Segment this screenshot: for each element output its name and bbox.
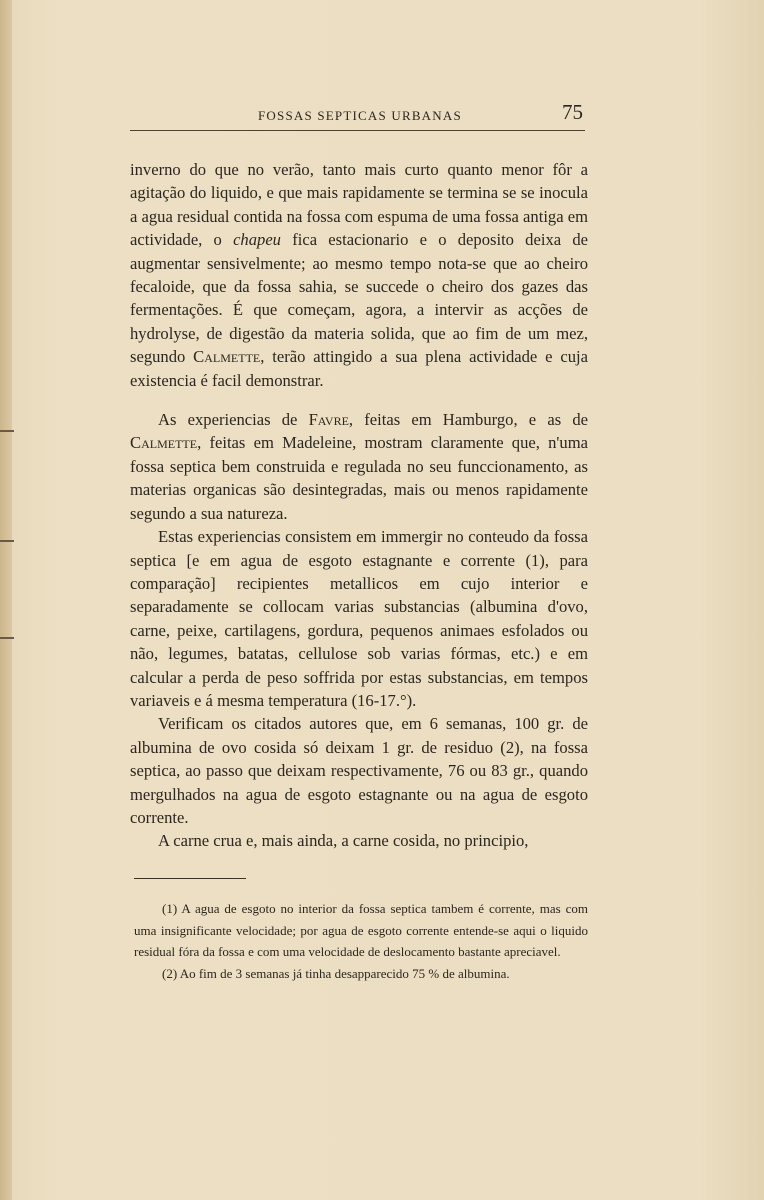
edge-mark (0, 637, 14, 639)
paragraph-2-text-b: , feitas em Hamburgo, e as de (348, 410, 589, 430)
page-binding-edge (0, 0, 12, 1200)
paragraph-1-text-c: , terão attingido a sua plena actividade e cuja existencia é facil demonstrar. (130, 347, 588, 390)
page-number: 75 (562, 100, 583, 124)
author-name: Calmette (193, 347, 261, 367)
edge-mark (0, 430, 14, 432)
paragraph-2-text-a: As experiencias de (158, 410, 309, 430)
footnote-divider (134, 878, 246, 879)
italic-term-chapeu: chapeu (233, 230, 281, 250)
paragraph-2-text-c: , feitas em Madeleine, mostram claramente que, n'uma fossa septica bem construida e regulada no seu funccionamento, as materias organicas são desintegradas, mais ou menos rapidamente segundo a sua natureza. (130, 433, 588, 523)
paragraph-1-text-b: fica estacionario e o deposito deixa de augmentar sensivelmente; ao mesmo tempo nota-se que ao cheiro fecaloide, que da fossa sahia, se succede o cheiro dos gazes das fermentações. É que começam, agora, a intervir as acções de hydrolyse, de digestão da materia solida, que ao fim de um mez, segundo (130, 230, 588, 367)
footnotes (134, 898, 588, 984)
page-header (130, 100, 585, 131)
footnote-1: (1) A agua de esgoto no interior da fossa septica tambem é corrente, mas com uma insignificante velocidade; por agua de esgoto corrente entende-se aqui o liquido residual fóra da fossa e com uma velocidade de deslocamento bastante apreciavel. (134, 901, 588, 960)
paragraph-3: Estas experiencias consistem em immergir no conteudo da fossa septica [e em agua de esgoto estagnante e corrente (1), para comparação] recipientes metallicos em cujo interior e separadamente se collocam varias substancias (albumina d'ovo, carne, peixe, cartilagens, gordura, pequenos animaes esfolados ou não, legumes, batatas, cellulose sob varias fórmas, etc.) e em calcular a perda de peso soffrida por estas substancias, em tempos variaveis e á mesma temperatura (16-17.°). (130, 527, 588, 710)
paragraph-2 (130, 408, 588, 525)
paragraph-5: A carne crua e, mais ainda, a carne cosida, no principio, (158, 831, 529, 851)
paragraph-1-text-a: inverno do que no verão, tanto mais curto quanto menor fôr a agitação do liquido, e que mais rapidamente se termina se se inocula a agua residual contida na fossa com espuma de uma fossa antiga em actividade, o (130, 160, 589, 250)
footnote-2: (2) Ao fim de 3 semanas já tinha desapparecido 75 % de albumina. (162, 965, 510, 981)
paragraph-1 (130, 158, 588, 392)
running-title: FOSSAS SEPTICAS URBANAS (258, 108, 462, 123)
body-text (130, 158, 588, 853)
edge-mark (0, 540, 14, 542)
paragraph-4: Verificam os citados autores que, em 6 semanas, 100 gr. de albumina de ovo cosida só deixam 1 gr. de residuo (2), na fossa septica, ao passo que deixam respectivamente, 76 ou 83 gr., quando mergulhados na agua de esgoto estagnante ou na agua de esgoto corrente. (130, 714, 588, 827)
author-name: Calmette (130, 433, 198, 453)
author-name: Favre (308, 410, 349, 430)
